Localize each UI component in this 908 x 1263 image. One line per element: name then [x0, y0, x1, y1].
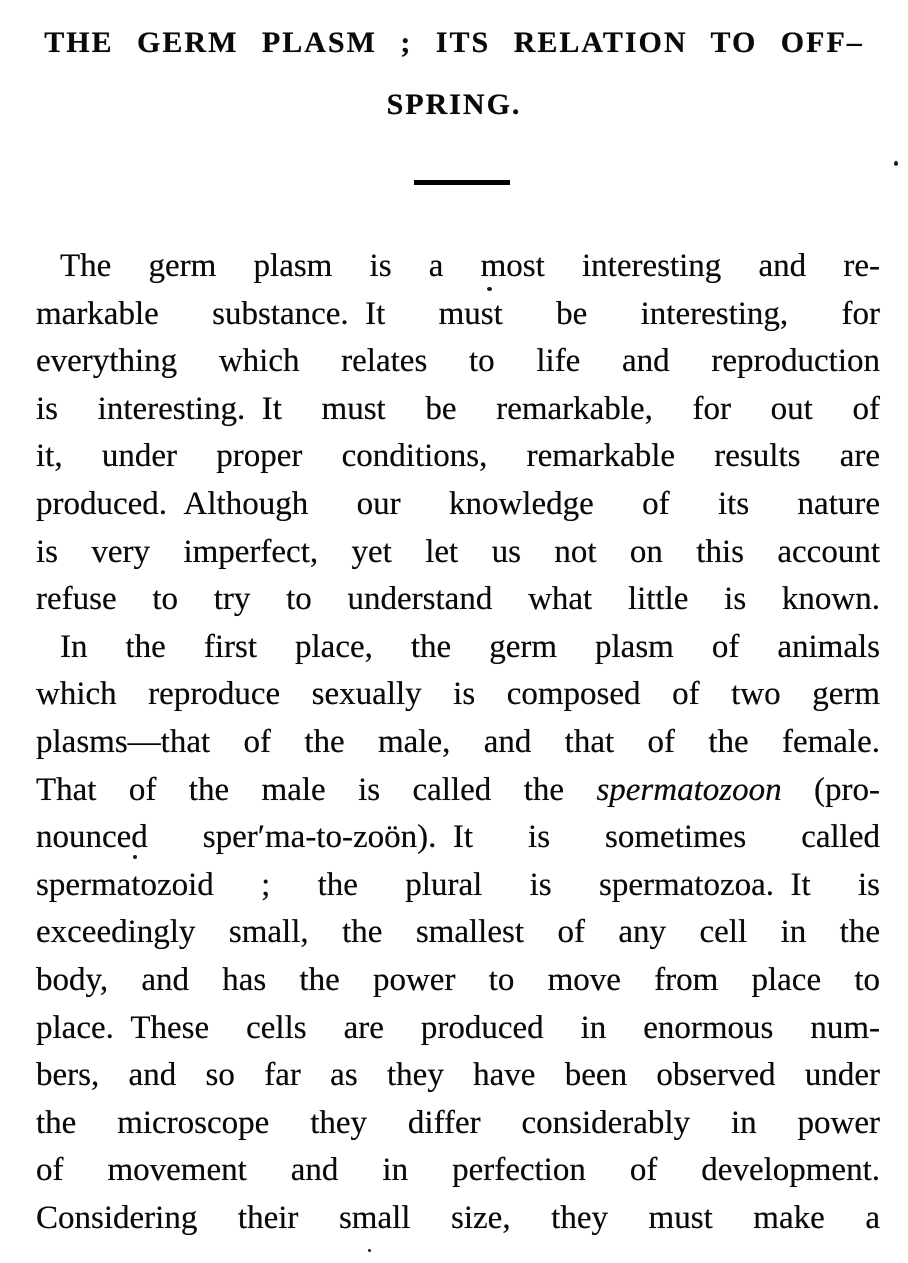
page-title	[0, 0, 908, 136]
title-divider-rule	[414, 180, 510, 185]
paragraph-1	[36, 243, 880, 624]
text-line: produced. Although our knowledge of its nature	[36, 485, 880, 522]
text-line: body, and has the power to move from place to	[36, 961, 880, 998]
text-segment: That of the male is called the	[36, 771, 597, 808]
text-line: bers, and so far as they have been observed under	[36, 1057, 880, 1094]
page-body	[36, 243, 880, 1242]
text-line: plasms—that of the male, and that of the female.	[36, 723, 880, 760]
italic-term-spermatozoon: spermatozoon	[596, 771, 782, 808]
text-line: In the first place, the germ plasm of animals	[60, 628, 880, 665]
text-line-with-italic	[36, 767, 880, 815]
text-segment: (pro-	[781, 771, 881, 808]
paragraph-2	[36, 624, 880, 1243]
text-line: of movement and in perfection of development.	[36, 1152, 880, 1189]
text-line: it, under proper conditions, remarkable results are	[36, 438, 880, 475]
scan-speck	[368, 1249, 371, 1252]
scan-speck	[133, 855, 137, 859]
text-line: spermatozoid ; the plural is spermatozoa. It is	[36, 866, 880, 903]
text-line: place. These cells are produced in enormous num-	[36, 1009, 880, 1046]
text-line: is interesting. It must be remarkable, for out of	[36, 390, 880, 427]
text-line: which reproduce sexually is composed of two germ	[36, 676, 880, 713]
page-title-line-1: THE GERM PLASM ; ITS RELATION TO OFF–	[44, 26, 864, 59]
scan-speck	[894, 161, 898, 166]
text-line: is very imperfect, yet let us not on this account	[36, 533, 880, 570]
text-line: the microscope they differ considerably in power	[36, 1104, 880, 1141]
page-title-line-2: SPRING.	[386, 88, 522, 121]
text-line: The germ plasm is a most interesting and re-	[60, 248, 880, 284]
text-line: everything which relates to life and reproduction	[36, 343, 880, 380]
text-line: Considering their small size, they must make a	[36, 1199, 880, 1236]
text-line: nounced sper′ma-to-zoön). It is sometimes called	[36, 819, 880, 856]
text-line: markable substance. It must be interesting, for	[36, 295, 880, 332]
text-line: refuse to try to understand what little is known.	[36, 581, 880, 618]
scan-speck	[487, 287, 492, 291]
text-line: exceedingly small, the smallest of any cell in the	[36, 914, 880, 951]
